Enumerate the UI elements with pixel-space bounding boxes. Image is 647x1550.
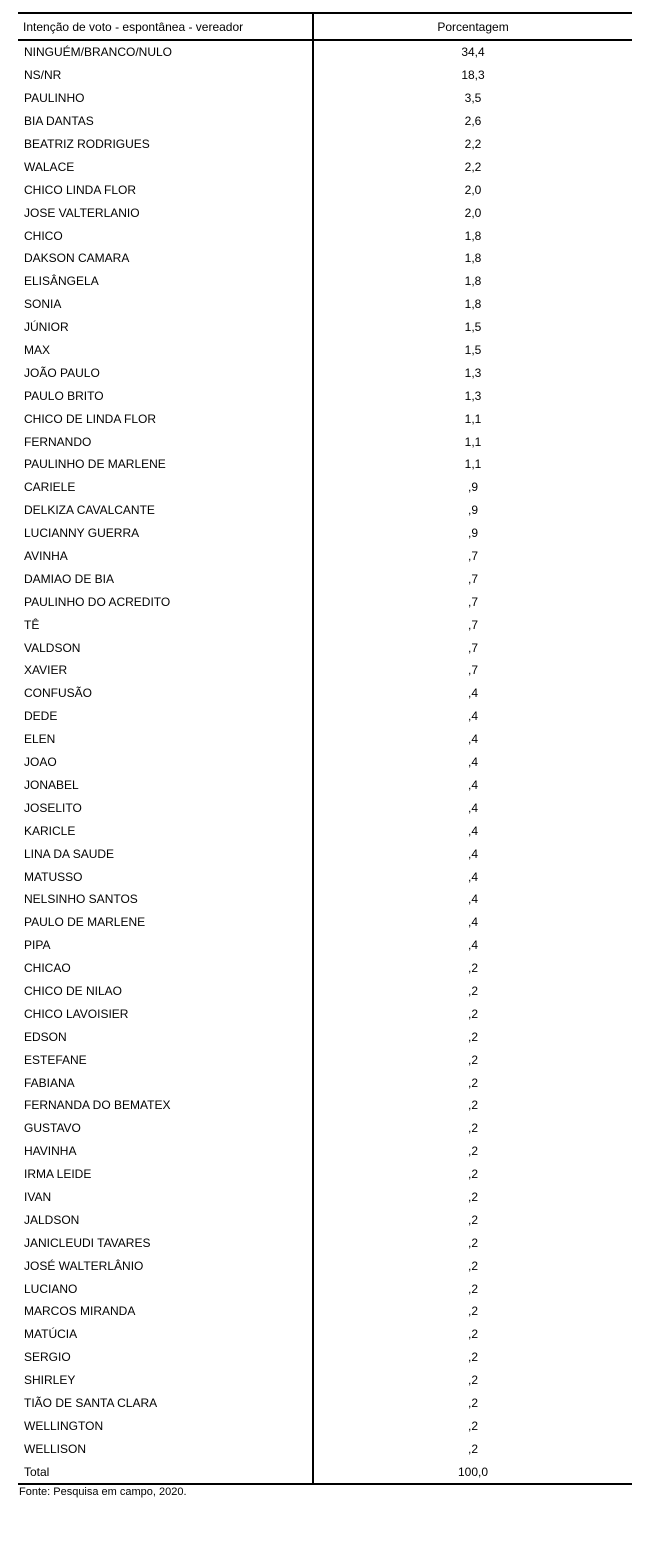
table-row bbox=[18, 911, 632, 934]
candidate-name: AVINHA bbox=[18, 545, 313, 568]
candidate-name: KARICLE bbox=[18, 819, 313, 842]
candidate-name: GUSTAVO bbox=[18, 1117, 313, 1140]
table-row bbox=[18, 1186, 632, 1209]
table-row bbox=[18, 545, 632, 568]
table-row bbox=[18, 499, 632, 522]
column-header-percentage: Porcentagem bbox=[313, 13, 632, 40]
percentage-value: ,4 bbox=[467, 686, 478, 701]
candidate-name: ESTEFANE bbox=[18, 1048, 313, 1071]
candidate-name: CHICO LAVOISIER bbox=[18, 1002, 313, 1025]
candidate-name: JOÃO PAULO bbox=[18, 361, 313, 384]
table-header-row bbox=[18, 13, 632, 40]
candidate-name: VALDSON bbox=[18, 636, 313, 659]
percentage-value: 2,2 bbox=[464, 159, 482, 174]
percentage-value: ,2 bbox=[467, 1418, 478, 1433]
table-row bbox=[18, 796, 632, 819]
percentage-value: ,2 bbox=[467, 1212, 478, 1227]
percentage-value: ,2 bbox=[467, 1281, 478, 1296]
percentage-value: ,2 bbox=[467, 1304, 478, 1319]
table-row bbox=[18, 1346, 632, 1369]
percentage-value: ,4 bbox=[467, 869, 478, 884]
total-row bbox=[18, 1460, 632, 1484]
table-row bbox=[18, 705, 632, 728]
source-note: Fonte: Pesquisa em campo, 2020. bbox=[19, 1486, 187, 1498]
table-row bbox=[18, 155, 632, 178]
table-row bbox=[18, 201, 632, 224]
candidate-name: CHICO bbox=[18, 224, 313, 247]
percentage-value: 1,5 bbox=[464, 343, 482, 358]
percentage-value: 1,1 bbox=[464, 411, 482, 426]
percentage-value: ,4 bbox=[467, 777, 478, 792]
table-row bbox=[18, 1323, 632, 1346]
total-label: Total bbox=[18, 1460, 313, 1484]
table-row bbox=[18, 934, 632, 957]
percentage-value: ,4 bbox=[467, 823, 478, 838]
candidate-name: FABIANA bbox=[18, 1071, 313, 1094]
percentage-value: ,2 bbox=[467, 1373, 478, 1388]
percentage-value: 2,2 bbox=[464, 137, 482, 151]
percentage-value: ,7 bbox=[467, 594, 478, 609]
percentage-value: ,2 bbox=[467, 961, 478, 976]
percentage-value: ,2 bbox=[467, 1144, 478, 1159]
table-row bbox=[18, 1048, 632, 1071]
candidate-name: IRMA LEIDE bbox=[18, 1163, 313, 1186]
candidate-name: PAULINHO bbox=[18, 87, 313, 110]
table-row bbox=[18, 1208, 632, 1231]
percentage-value: 1,3 bbox=[464, 388, 482, 403]
table-row bbox=[18, 1254, 632, 1277]
candidate-name: JALDSON bbox=[18, 1208, 313, 1231]
table-row bbox=[18, 1117, 632, 1140]
candidate-name: DEDE bbox=[18, 705, 313, 728]
table-row bbox=[18, 522, 632, 545]
table-row bbox=[18, 1300, 632, 1323]
candidate-name: CHICAO bbox=[18, 957, 313, 980]
percentage-value: 1,5 bbox=[464, 320, 482, 335]
table-row bbox=[18, 224, 632, 247]
percentage-value: ,2 bbox=[467, 1006, 478, 1021]
percentage-value: ,4 bbox=[467, 938, 478, 953]
table-row bbox=[18, 87, 632, 110]
table-row bbox=[18, 659, 632, 682]
candidate-name: NS/NR bbox=[18, 64, 313, 87]
candidate-name: PAULO DE MARLENE bbox=[18, 911, 313, 934]
table-row bbox=[18, 1071, 632, 1094]
table-row bbox=[18, 247, 632, 270]
percentage-value: 18,3 bbox=[461, 68, 485, 83]
percentage-value: 1,1 bbox=[464, 434, 482, 449]
table-row bbox=[18, 590, 632, 613]
percentage-value: 1,8 bbox=[464, 228, 482, 243]
candidate-name: ELEN bbox=[18, 728, 313, 751]
percentage-value: ,2 bbox=[467, 1395, 478, 1410]
table-row bbox=[18, 110, 632, 133]
percentage-value: ,2 bbox=[467, 1167, 478, 1182]
table-row bbox=[18, 133, 632, 156]
table-row bbox=[18, 361, 632, 384]
table-row bbox=[18, 682, 632, 705]
total-value: 100,0 bbox=[313, 1460, 632, 1484]
candidate-name: FERNANDA DO BEMATEX bbox=[18, 1094, 313, 1117]
percentage-value: 1,3 bbox=[464, 365, 482, 380]
candidate-name: CHICO LINDA FLOR bbox=[18, 178, 313, 201]
table-row bbox=[18, 751, 632, 774]
table-row bbox=[18, 40, 632, 64]
candidate-name: JOSELITO bbox=[18, 796, 313, 819]
percentage-value: ,7 bbox=[467, 571, 478, 586]
table-row bbox=[18, 636, 632, 659]
table-row bbox=[18, 613, 632, 636]
candidate-name: CHICO DE NILAO bbox=[18, 980, 313, 1003]
table-row bbox=[18, 1414, 632, 1437]
percentage-value: ,4 bbox=[467, 892, 478, 907]
candidate-name: SHIRLEY bbox=[18, 1369, 313, 1392]
candidate-name: WELLISON bbox=[18, 1437, 313, 1460]
table-row bbox=[18, 316, 632, 339]
table-row bbox=[18, 1025, 632, 1048]
candidate-name: SERGIO bbox=[18, 1346, 313, 1369]
percentage-value: 34,4 bbox=[461, 45, 485, 60]
candidate-name: MATUSSO bbox=[18, 865, 313, 888]
percentage-value: ,2 bbox=[467, 1075, 478, 1090]
percentage-value: ,7 bbox=[467, 663, 478, 678]
table-row bbox=[18, 842, 632, 865]
candidate-name: JÚNIOR bbox=[18, 316, 313, 339]
candidate-name: LINA DA SAUDE bbox=[18, 842, 313, 865]
candidate-name: LUCIANNY GUERRA bbox=[18, 522, 313, 545]
percentage-value: 1,8 bbox=[464, 274, 482, 289]
candidate-name: LUCIANO bbox=[18, 1277, 313, 1300]
percentage-value: 2,6 bbox=[464, 114, 482, 129]
table-body bbox=[18, 40, 632, 1484]
table-row bbox=[18, 819, 632, 842]
percentage-value: ,2 bbox=[467, 1189, 478, 1204]
table-row bbox=[18, 476, 632, 499]
percentage-value: ,2 bbox=[467, 1052, 478, 1067]
percentage-value: ,4 bbox=[467, 915, 478, 930]
table-row bbox=[18, 728, 632, 751]
candidate-name: MATÚCIA bbox=[18, 1323, 313, 1346]
table-row bbox=[18, 1140, 632, 1163]
percentage-value: ,2 bbox=[467, 1441, 478, 1456]
table-row bbox=[18, 64, 632, 87]
table-row bbox=[18, 1002, 632, 1025]
percentage-value: 1,1 bbox=[464, 457, 482, 472]
table-row bbox=[18, 1369, 632, 1392]
percentage-value: 1,8 bbox=[464, 297, 482, 312]
column-header-candidate: Intenção de voto - espontânea - vereador bbox=[18, 13, 313, 40]
percentage-value: ,2 bbox=[467, 1235, 478, 1250]
candidate-name: CONFUSÃO bbox=[18, 682, 313, 705]
percentage-value: ,2 bbox=[467, 1327, 478, 1342]
percentage-value: ,2 bbox=[467, 1121, 478, 1136]
percentage-value: ,2 bbox=[467, 1029, 478, 1044]
percentage-value: 1,8 bbox=[464, 251, 482, 266]
table-row bbox=[18, 430, 632, 453]
percentage-value: ,2 bbox=[467, 983, 478, 998]
candidate-name: JOAO bbox=[18, 751, 313, 774]
percentage-value: ,4 bbox=[467, 709, 478, 724]
percentage-value: ,4 bbox=[467, 846, 478, 861]
candidate-name: BIA DANTAS bbox=[18, 110, 313, 133]
candidate-name: XAVIER bbox=[18, 659, 313, 682]
candidate-name: TÊ bbox=[18, 613, 313, 636]
table-row bbox=[18, 178, 632, 201]
table-row bbox=[18, 293, 632, 316]
candidate-name: EDSON bbox=[18, 1025, 313, 1048]
candidate-name: JONABEL bbox=[18, 774, 313, 797]
table-row bbox=[18, 270, 632, 293]
table-row bbox=[18, 1231, 632, 1254]
percentage-value: ,9 bbox=[467, 480, 478, 495]
table-row bbox=[18, 957, 632, 980]
table-row bbox=[18, 1392, 632, 1415]
table-row bbox=[18, 453, 632, 476]
candidate-name: ELISÂNGELA bbox=[18, 270, 313, 293]
percentage-value: 3,5 bbox=[464, 91, 482, 106]
table-row bbox=[18, 384, 632, 407]
candidate-name: PAULO BRITO bbox=[18, 384, 313, 407]
percentage-value: ,7 bbox=[467, 549, 478, 564]
candidate-name: JOSÉ WALTERLÂNIO bbox=[18, 1254, 313, 1277]
table-row bbox=[18, 980, 632, 1003]
candidate-name: FERNANDO bbox=[18, 430, 313, 453]
percentage-value: ,9 bbox=[467, 526, 478, 541]
candidate-name: DELKIZA CAVALCANTE bbox=[18, 499, 313, 522]
percentage-value: ,4 bbox=[467, 755, 478, 770]
percentage-value: ,2 bbox=[467, 1098, 478, 1113]
candidate-name: CHICO DE LINDA FLOR bbox=[18, 407, 313, 430]
table-row bbox=[18, 339, 632, 362]
candidate-name: JANICLEUDI TAVARES bbox=[18, 1231, 313, 1254]
candidate-name: PAULINHO DO ACREDITO bbox=[18, 590, 313, 613]
table-row bbox=[18, 888, 632, 911]
candidate-name: BEATRIZ RODRIGUES bbox=[18, 133, 313, 156]
candidate-name: DAMIAO DE BIA bbox=[18, 567, 313, 590]
candidate-name: SONIA bbox=[18, 293, 313, 316]
table-row bbox=[18, 1437, 632, 1460]
candidate-name: MARCOS MIRANDA bbox=[18, 1300, 313, 1323]
candidate-name: WELLINGTON bbox=[18, 1414, 313, 1437]
candidate-name: IVAN bbox=[18, 1186, 313, 1209]
percentage-value: ,4 bbox=[467, 800, 478, 815]
candidate-name: HAVINHA bbox=[18, 1140, 313, 1163]
percentage-value: ,2 bbox=[467, 1350, 478, 1365]
percentage-value: ,4 bbox=[467, 732, 478, 747]
candidate-name: NELSINHO SANTOS bbox=[18, 888, 313, 911]
table-row bbox=[18, 1094, 632, 1117]
percentage-value: ,2 bbox=[467, 1258, 478, 1273]
table-row bbox=[18, 774, 632, 797]
vote-intention-table bbox=[18, 12, 632, 1485]
candidate-name: DAKSON CAMARA bbox=[18, 247, 313, 270]
candidate-name: NINGUÉM/BRANCO/NULO bbox=[18, 40, 313, 64]
candidate-name: TIÃO DE SANTA CLARA bbox=[18, 1392, 313, 1415]
candidate-name: CARIELE bbox=[18, 476, 313, 499]
table-row bbox=[18, 865, 632, 888]
percentage-value: ,7 bbox=[467, 640, 478, 655]
candidate-name: JOSE VALTERLANIO bbox=[18, 201, 313, 224]
percentage-value: ,7 bbox=[467, 617, 478, 632]
percentage-value: ,9 bbox=[467, 503, 478, 518]
table-row bbox=[18, 567, 632, 590]
candidate-name: PAULINHO DE MARLENE bbox=[18, 453, 313, 476]
table-row bbox=[18, 407, 632, 430]
candidate-name: PIPA bbox=[18, 934, 313, 957]
table-row bbox=[18, 1163, 632, 1186]
candidate-name: MAX bbox=[18, 339, 313, 362]
percentage-value: 2,0 bbox=[464, 182, 482, 197]
candidate-name: WALACE bbox=[18, 155, 313, 178]
percentage-value: 2,0 bbox=[464, 205, 482, 220]
table-row bbox=[18, 1277, 632, 1300]
